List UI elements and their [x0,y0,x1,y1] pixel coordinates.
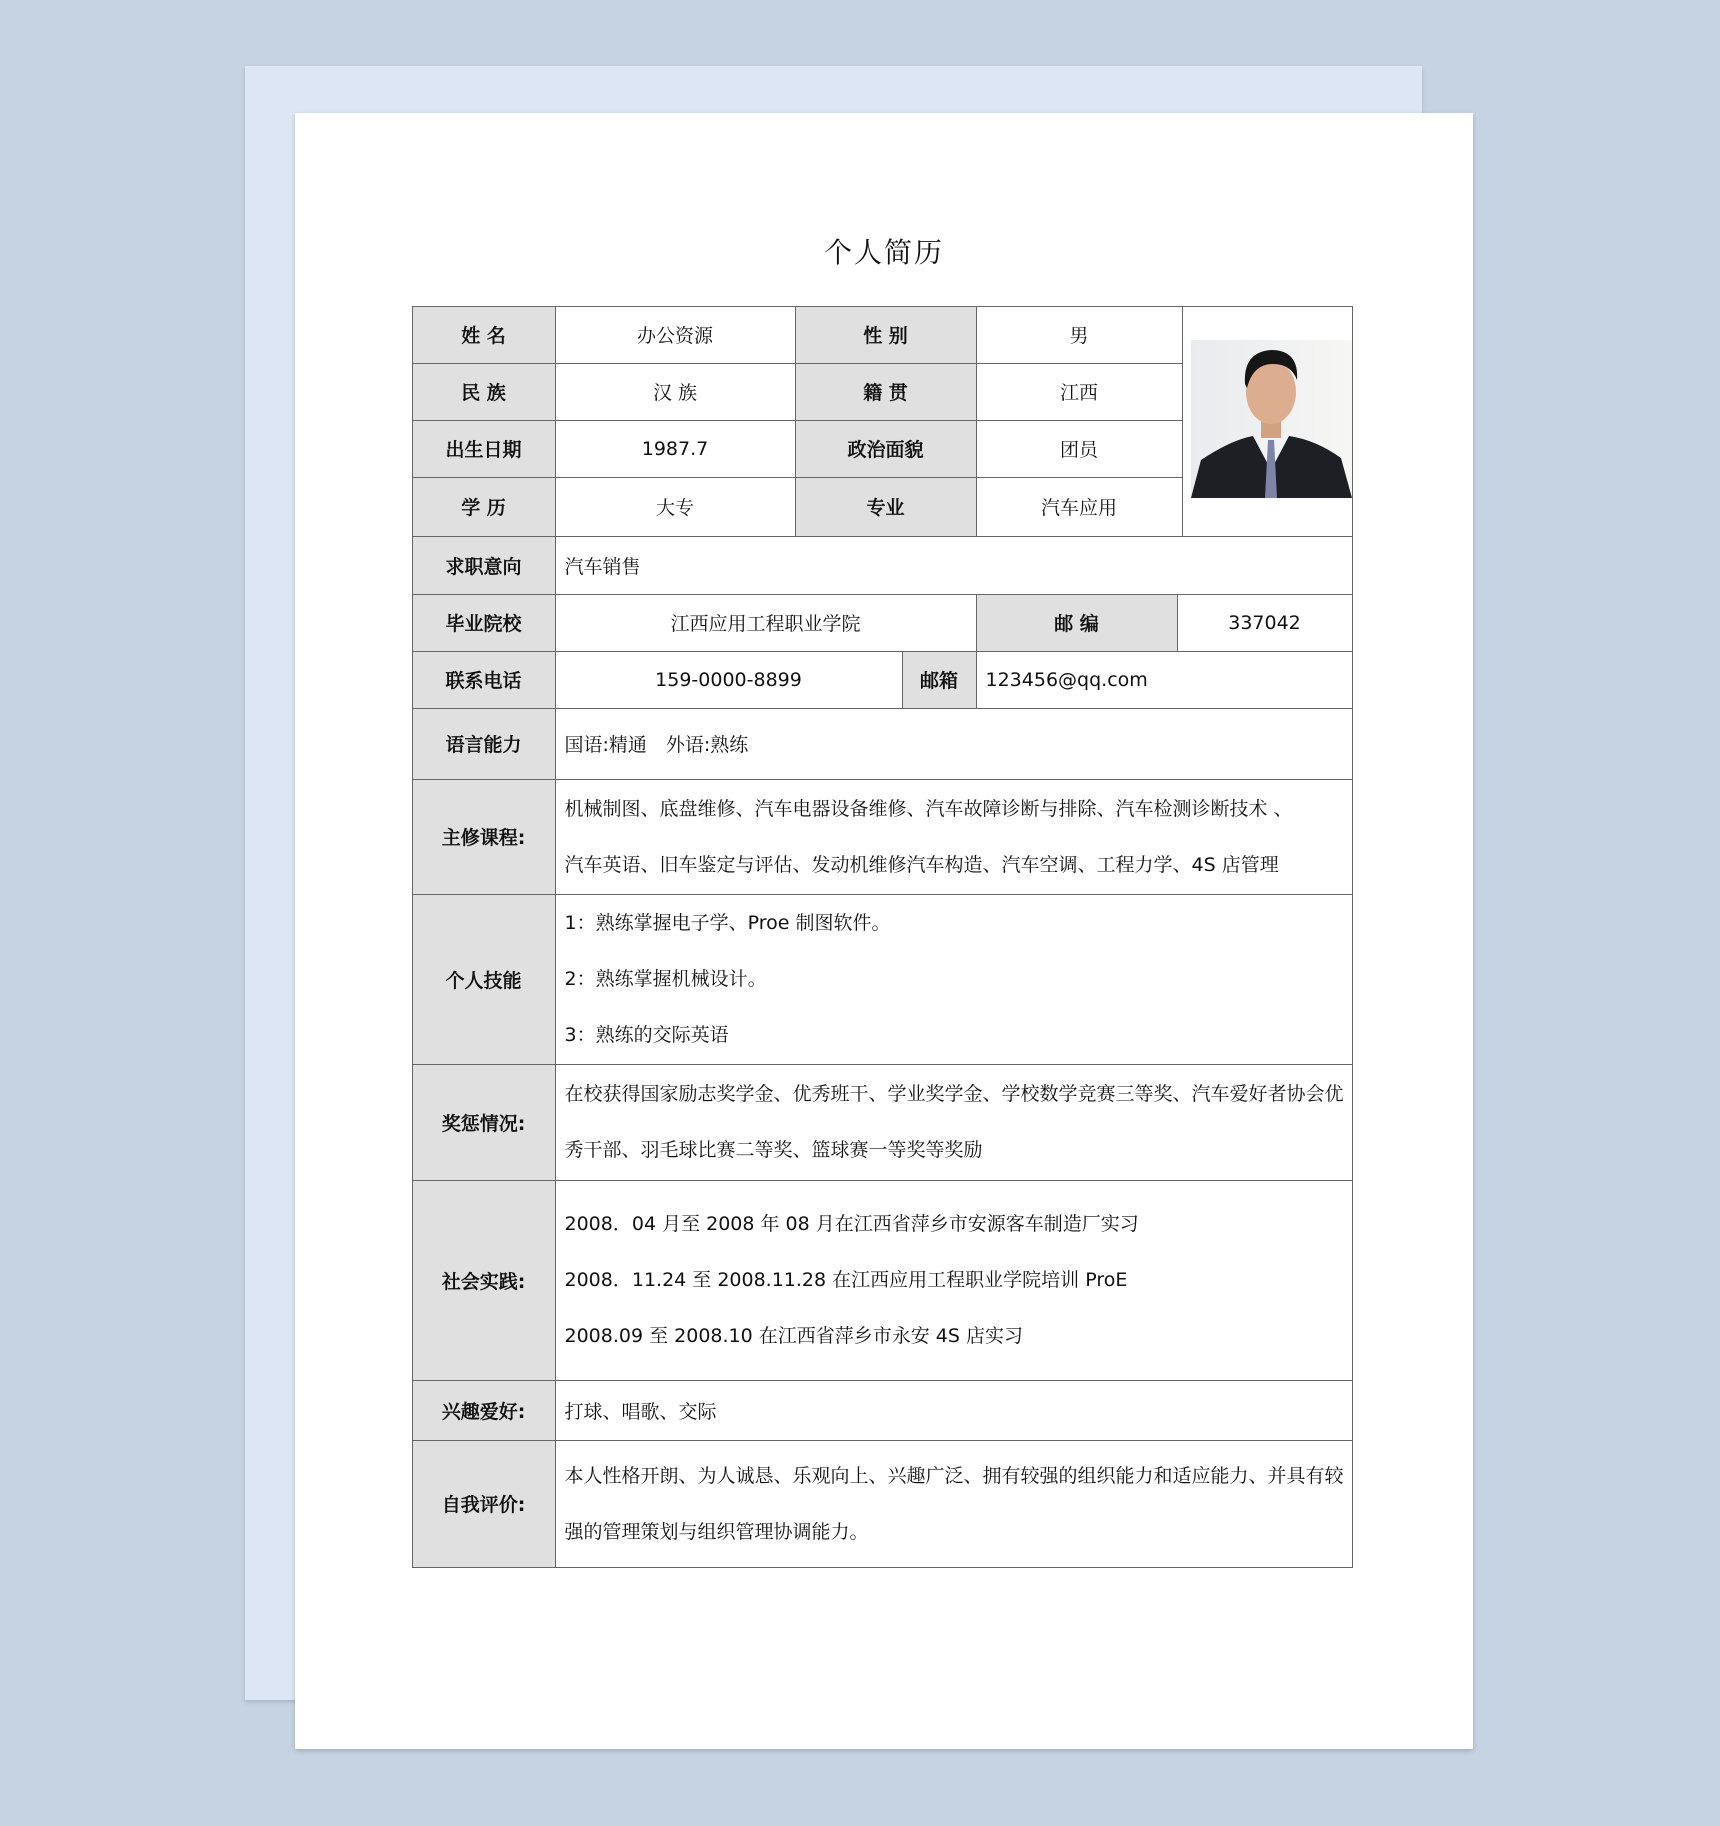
name-label: 姓 名 [412,306,556,364]
gender-value: 男 [976,306,1183,364]
profile-photo [1191,340,1352,498]
major-label: 专业 [795,477,977,537]
self-eval-line: 强的管理策划与组织管理协调能力。 [564,1520,869,1543]
language-value: 国语:精通 外语:熟练 [555,708,1353,780]
practice-value [555,1180,1353,1381]
origin-label: 籍 贯 [795,363,977,421]
awards-line: 秀干部、羽毛球比赛二等奖、篮球赛一等奖等奖励 [564,1139,983,1161]
ethnicity-label: 民 族 [412,363,556,421]
skills-line: 2：熟练掌握机械设计。 [564,968,767,990]
zip-label: 邮 编 [976,594,1178,652]
skills-value [555,894,1353,1065]
practice-line: 2008.09 至 2008.10 在江西省萍乡市永安 4S 店实习 [564,1325,1023,1347]
page-title: 个人简历 [823,236,944,269]
self-eval-value [555,1440,1353,1568]
political-value: 团员 [976,420,1183,478]
birth-value: 1987.7 [555,420,796,478]
major-value: 汽车应用 [976,477,1183,537]
education-label: 学 历 [412,477,556,537]
objective-label: 求职意向 [412,536,556,595]
language-label: 语言能力 [412,708,556,780]
email-value: 123456@qq.com [976,651,1353,709]
awards-value [555,1064,1353,1181]
name-value: 办公资源 [555,306,796,364]
practice-line: 2008．04 月至 2008 年 08 月在江西省萍乡市安源客车制造厂实习 [564,1213,1139,1235]
phone-value: 159-0000-8899 [555,651,903,709]
zip-value: 337042 [1177,594,1353,652]
courses-line: 机械制图、底盘维修、汽车电器设备维修、汽车故障诊断与排除、汽车检测诊断技术 、 [564,797,1293,820]
political-label: 政治面貌 [795,420,977,478]
skills-line: 1：熟练掌握电子学、Proe 制图软件。 [564,912,891,934]
objective-value: 汽车销售 [555,536,1353,595]
school-value: 江西应用工程职业学院 [555,594,977,652]
courses-value [555,779,1353,895]
self-eval-label: 自我评价: [412,1440,556,1568]
phone-label: 联系电话 [412,651,556,709]
courses-label: 主修课程: [412,779,556,895]
awards-line: 在校获得国家励志奖学金、优秀班干、学业奖学金、学校数学竞赛三等奖、汽车爱好者协会优 [564,1083,1344,1105]
awards-label: 奖惩情况: [412,1064,556,1181]
email-label: 邮箱 [902,651,977,709]
self-eval-line: 本人性格开朗、为人诚恳、乐观向上、兴趣广泛、拥有较强的组织能力和适应能力、并具有较 [564,1464,1344,1487]
school-label: 毕业院校 [412,594,556,652]
ethnicity-value: 汉 族 [555,363,796,421]
hobbies-label: 兴趣爱好: [412,1380,556,1441]
practice-label: 社会实践: [412,1180,556,1381]
courses-line: 汽车英语、旧车鉴定与评估、发动机维修汽车构造、汽车空调、工程力学、4S 店管理 [564,853,1279,876]
practice-line: 2008．11.24 至 2008.11.28 在江西应用工程职业学院培训 ProE [564,1269,1128,1291]
origin-value: 江西 [976,363,1183,421]
education-value: 大专 [555,477,796,537]
skills-label: 个人技能 [412,894,556,1065]
birth-label: 出生日期 [412,420,556,478]
gender-label: 性 别 [795,306,977,364]
skills-line: 3：熟练的交际英语 [564,1024,729,1046]
hobbies-value: 打球、唱歌、交际 [555,1380,1353,1441]
